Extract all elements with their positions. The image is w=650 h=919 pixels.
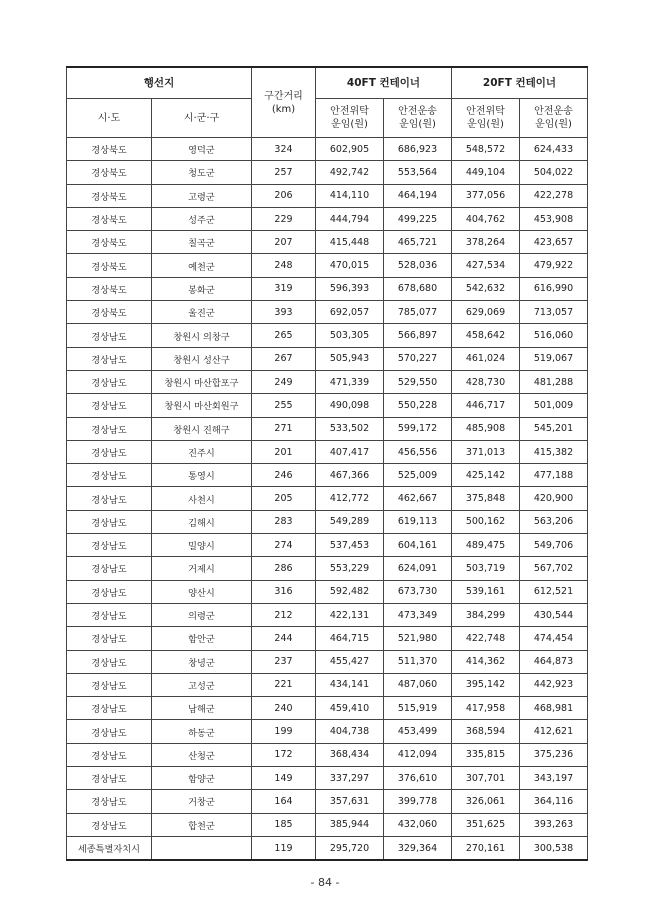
cell-ft20-trust: 539,161 [452,580,520,603]
cell-ft40-trust: 404,738 [316,720,384,743]
cell-ft40-transport: 570,227 [384,347,452,370]
table-row [67,277,588,300]
cell-ft20-trust: 377,056 [452,184,520,207]
cell-city: 산청군 [152,743,252,766]
cell-ft40-trust: 368,434 [316,743,384,766]
cell-ft40-trust: 492,742 [316,161,384,184]
table-row [67,603,588,626]
cell-province: 경상남도 [67,534,152,557]
page-number: - 84 - [310,876,340,889]
cell-ft40-transport: 624,091 [384,557,452,580]
cell-ft20-trust: 422,748 [452,627,520,650]
table-row [67,464,588,487]
cell-ft20-transport: 567,702 [520,557,588,580]
cell-ft20-transport: 442,923 [520,673,588,696]
cell-ft40-trust: 505,943 [316,347,384,370]
cell-city: 진주시 [152,440,252,463]
cell-ft20-trust: 307,701 [452,767,520,790]
cell-distance: 286 [252,557,316,580]
cell-ft40-transport: 525,009 [384,464,452,487]
cell-distance: 244 [252,627,316,650]
cell-ft40-transport: 487,060 [384,673,452,696]
cell-ft40-trust: 602,905 [316,138,384,161]
cell-province: 경상남도 [67,487,152,510]
cell-province: 경상남도 [67,510,152,533]
cell-ft40-trust: 596,393 [316,277,384,300]
cell-distance: 240 [252,697,316,720]
cell-distance: 199 [252,720,316,743]
cell-province: 경상북도 [67,184,152,207]
cell-city: 봉화군 [152,277,252,300]
cell-province: 경상남도 [67,347,152,370]
cell-province: 경상남도 [67,557,152,580]
cell-ft40-trust: 357,631 [316,790,384,813]
cell-ft40-trust: 467,366 [316,464,384,487]
table-row [67,510,588,533]
cell-province: 경상남도 [67,697,152,720]
cell-ft40-trust: 385,944 [316,813,384,836]
cell-ft20-transport: 453,908 [520,207,588,230]
cell-ft20-trust: 371,013 [452,440,520,463]
cell-ft40-transport: 399,778 [384,790,452,813]
cell-ft20-trust: 629,069 [452,301,520,324]
cell-ft20-trust: 378,264 [452,231,520,254]
cell-ft20-transport: 375,236 [520,743,588,766]
cell-distance: 283 [252,510,316,533]
cell-ft20-transport: 343,197 [520,767,588,790]
cell-province: 경상남도 [67,464,152,487]
cell-city: 김해시 [152,510,252,533]
cell-distance: 324 [252,138,316,161]
cell-ft40-trust: 337,297 [316,767,384,790]
cell-city: 거창군 [152,790,252,813]
cell-ft20-trust: 542,632 [452,277,520,300]
cell-city: 함양군 [152,767,252,790]
cell-ft40-transport: 329,364 [384,836,452,860]
cell-ft40-trust: 464,715 [316,627,384,650]
cell-distance: 257 [252,161,316,184]
table-row [67,394,588,417]
cell-ft20-transport: 300,538 [520,836,588,860]
table-row [67,254,588,277]
cell-ft20-transport: 713,057 [520,301,588,324]
cell-ft40-transport: 456,556 [384,440,452,463]
table-row [67,347,588,370]
cell-ft20-transport: 464,873 [520,650,588,673]
cell-distance: 149 [252,767,316,790]
cell-ft40-transport: 412,094 [384,743,452,766]
cell-ft20-transport: 612,521 [520,580,588,603]
cell-distance: 255 [252,394,316,417]
cell-province: 경상남도 [67,767,152,790]
cell-distance: 271 [252,417,316,440]
table-row [67,743,588,766]
cell-city: 함안군 [152,627,252,650]
table-row [67,440,588,463]
cell-ft20-transport: 423,657 [520,231,588,254]
cell-ft20-transport: 516,060 [520,324,588,347]
cell-province: 경상북도 [67,301,152,324]
cell-province: 경상북도 [67,277,152,300]
cell-city: 양산시 [152,580,252,603]
cell-ft20-transport: 545,201 [520,417,588,440]
cell-province: 경상북도 [67,254,152,277]
cell-province: 경상남도 [67,370,152,393]
cell-ft20-transport: 481,288 [520,370,588,393]
table-row [67,301,588,324]
cell-ft40-trust: 414,110 [316,184,384,207]
cell-ft40-trust: 422,131 [316,603,384,626]
cell-ft40-transport: 619,113 [384,510,452,533]
cell-city: 창녕군 [152,650,252,673]
header-40ft: 40FT 컨테이너 [316,67,452,99]
table-row [67,231,588,254]
cell-ft40-transport: 499,225 [384,207,452,230]
cell-ft40-transport: 785,077 [384,301,452,324]
cell-city: 거제시 [152,557,252,580]
cell-ft20-trust: 395,142 [452,673,520,696]
cell-ft20-transport: 415,382 [520,440,588,463]
cell-distance: 164 [252,790,316,813]
table-row [67,767,588,790]
cell-distance: 172 [252,743,316,766]
cell-ft40-trust: 459,410 [316,697,384,720]
cell-city: 밀양시 [152,534,252,557]
cell-ft40-transport: 432,060 [384,813,452,836]
cell-city: 영덕군 [152,138,252,161]
cell-ft40-transport: 521,980 [384,627,452,650]
cell-ft40-trust: 549,289 [316,510,384,533]
cell-distance: 207 [252,231,316,254]
header-40ft-trust: 안전위탁 운임(원) [330,106,369,130]
cell-ft40-trust: 553,229 [316,557,384,580]
table-row [67,207,588,230]
header-region: 행선지 [67,67,252,99]
cell-province: 경상남도 [67,603,152,626]
table-row [67,161,588,184]
cell-distance: 229 [252,207,316,230]
cell-province: 경상북도 [67,231,152,254]
cell-city: 청도군 [152,161,252,184]
header-40ft-transport: 안전운송 운임(원) [398,106,437,130]
cell-ft40-trust: 592,482 [316,580,384,603]
header-city: 시·군·구 [152,99,252,138]
cell-ft40-trust: 444,794 [316,207,384,230]
table-row [67,673,588,696]
cell-ft20-transport: 412,621 [520,720,588,743]
cell-ft40-transport: 553,564 [384,161,452,184]
cell-ft40-transport: 473,349 [384,603,452,626]
cell-ft20-transport: 430,544 [520,603,588,626]
table-body [67,138,588,861]
cell-ft40-trust: 434,141 [316,673,384,696]
cell-distance: 265 [252,324,316,347]
cell-ft20-transport: 477,188 [520,464,588,487]
cell-distance: 319 [252,277,316,300]
table-row [67,836,588,860]
cell-ft20-trust: 368,594 [452,720,520,743]
cell-ft40-transport: 604,161 [384,534,452,557]
cell-ft20-transport: 420,900 [520,487,588,510]
cell-province: 경상북도 [67,138,152,161]
cell-city: 하동군 [152,720,252,743]
cell-ft20-transport: 549,706 [520,534,588,557]
cell-ft40-transport: 376,610 [384,767,452,790]
cell-distance: 237 [252,650,316,673]
cell-ft40-transport: 599,172 [384,417,452,440]
cell-distance: 201 [252,440,316,463]
table-row [67,580,588,603]
cell-province: 경상남도 [67,580,152,603]
freight-rate-table [66,66,588,861]
cell-city: 칠곡군 [152,231,252,254]
cell-ft20-transport: 519,067 [520,347,588,370]
cell-ft20-trust: 548,572 [452,138,520,161]
cell-ft20-trust: 500,162 [452,510,520,533]
cell-ft20-trust: 458,642 [452,324,520,347]
cell-ft20-transport: 616,990 [520,277,588,300]
table-row [67,138,588,161]
cell-ft20-trust: 449,104 [452,161,520,184]
cell-province: 경상남도 [67,650,152,673]
cell-ft20-trust: 461,024 [452,347,520,370]
cell-ft20-trust: 425,142 [452,464,520,487]
cell-ft40-transport: 511,370 [384,650,452,673]
cell-city: 고성군 [152,673,252,696]
cell-distance: 212 [252,603,316,626]
cell-ft20-transport: 563,206 [520,510,588,533]
header-distance-text: 구간거리 (km) [264,90,303,115]
cell-ft40-trust: 537,453 [316,534,384,557]
cell-province: 경상남도 [67,673,152,696]
cell-province: 경상남도 [67,394,152,417]
cell-distance: 248 [252,254,316,277]
cell-city: 창원시 진해구 [152,417,252,440]
cell-city: 사천시 [152,487,252,510]
table-row [67,417,588,440]
cell-distance: 316 [252,580,316,603]
table-row [67,557,588,580]
cell-ft20-transport: 479,922 [520,254,588,277]
table-row [67,720,588,743]
cell-city: 성주군 [152,207,252,230]
cell-distance: 393 [252,301,316,324]
cell-city: 창원시 의창구 [152,324,252,347]
header-distance [252,67,316,138]
cell-ft40-trust: 415,448 [316,231,384,254]
cell-ft20-trust: 485,908 [452,417,520,440]
cell-province: 경상남도 [67,627,152,650]
cell-ft40-trust: 407,417 [316,440,384,463]
cell-province: 세종특별자치시 [67,836,152,860]
cell-province: 경상북도 [67,161,152,184]
cell-ft20-transport: 474,454 [520,627,588,650]
header-20ft-trust: 안전위탁 운임(원) [466,106,505,130]
header-20ft: 20FT 컨테이너 [452,67,588,99]
cell-province: 경상남도 [67,440,152,463]
cell-city: 창원시 성산구 [152,347,252,370]
cell-ft20-trust: 404,762 [452,207,520,230]
cell-ft40-transport: 465,721 [384,231,452,254]
cell-distance: 205 [252,487,316,510]
table-row [67,697,588,720]
cell-ft20-transport: 422,278 [520,184,588,207]
cell-province: 경상남도 [67,813,152,836]
cell-ft20-transport: 501,009 [520,394,588,417]
table-row [67,813,588,836]
cell-ft40-trust: 490,098 [316,394,384,417]
cell-distance: 267 [252,347,316,370]
cell-city [152,836,252,860]
table-row [67,790,588,813]
table-row [67,627,588,650]
cell-city: 남해군 [152,697,252,720]
cell-province: 경상남도 [67,743,152,766]
header-province: 시·도 [67,99,152,138]
cell-distance: 119 [252,836,316,860]
cell-province: 경상남도 [67,790,152,813]
table-row [67,324,588,347]
cell-ft20-trust: 326,061 [452,790,520,813]
cell-ft40-trust: 455,427 [316,650,384,673]
cell-distance: 185 [252,813,316,836]
cell-distance: 206 [252,184,316,207]
cell-ft20-trust: 270,161 [452,836,520,860]
cell-province: 경상북도 [67,207,152,230]
cell-city: 창원시 마산합포구 [152,370,252,393]
cell-ft40-transport: 550,228 [384,394,452,417]
cell-city: 예천군 [152,254,252,277]
cell-ft20-trust: 335,815 [452,743,520,766]
cell-distance: 274 [252,534,316,557]
cell-ft40-trust: 470,015 [316,254,384,277]
cell-ft20-transport: 504,022 [520,161,588,184]
cell-ft40-transport: 453,499 [384,720,452,743]
cell-city: 의령군 [152,603,252,626]
cell-ft20-trust: 446,717 [452,394,520,417]
cell-ft40-transport: 686,923 [384,138,452,161]
header-20ft-transport: 안전운송 운임(원) [534,106,573,130]
cell-ft40-trust: 503,305 [316,324,384,347]
cell-ft20-transport: 468,981 [520,697,588,720]
cell-ft40-transport: 462,667 [384,487,452,510]
cell-ft20-trust: 427,534 [452,254,520,277]
cell-city: 울진군 [152,301,252,324]
cell-ft40-trust: 412,772 [316,487,384,510]
cell-ft20-trust: 428,730 [452,370,520,393]
cell-distance: 246 [252,464,316,487]
cell-ft20-trust: 384,299 [452,603,520,626]
cell-ft40-transport: 566,897 [384,324,452,347]
cell-city: 고령군 [152,184,252,207]
cell-province: 경상남도 [67,720,152,743]
table-row [67,487,588,510]
cell-ft40-trust: 692,057 [316,301,384,324]
cell-ft40-transport: 528,036 [384,254,452,277]
cell-ft20-trust: 489,475 [452,534,520,557]
cell-distance: 221 [252,673,316,696]
cell-ft40-transport: 464,194 [384,184,452,207]
cell-city: 통영시 [152,464,252,487]
table-row [67,650,588,673]
cell-ft20-trust: 375,848 [452,487,520,510]
cell-city: 합천군 [152,813,252,836]
cell-ft20-transport: 364,116 [520,790,588,813]
table-row [67,370,588,393]
cell-province: 경상남도 [67,417,152,440]
cell-ft40-trust: 533,502 [316,417,384,440]
cell-ft20-trust: 414,362 [452,650,520,673]
cell-ft20-trust: 351,625 [452,813,520,836]
cell-ft20-transport: 624,433 [520,138,588,161]
cell-ft40-trust: 471,339 [316,370,384,393]
cell-distance: 249 [252,370,316,393]
cell-ft20-transport: 393,263 [520,813,588,836]
cell-ft40-transport: 529,550 [384,370,452,393]
cell-province: 경상남도 [67,324,152,347]
cell-ft40-transport: 678,680 [384,277,452,300]
cell-ft40-transport: 673,730 [384,580,452,603]
table-row [67,534,588,557]
table-row [67,184,588,207]
cell-city: 창원시 마산회원구 [152,394,252,417]
cell-ft40-trust: 295,720 [316,836,384,860]
cell-ft40-transport: 515,919 [384,697,452,720]
cell-ft20-trust: 417,958 [452,697,520,720]
cell-ft20-trust: 503,719 [452,557,520,580]
